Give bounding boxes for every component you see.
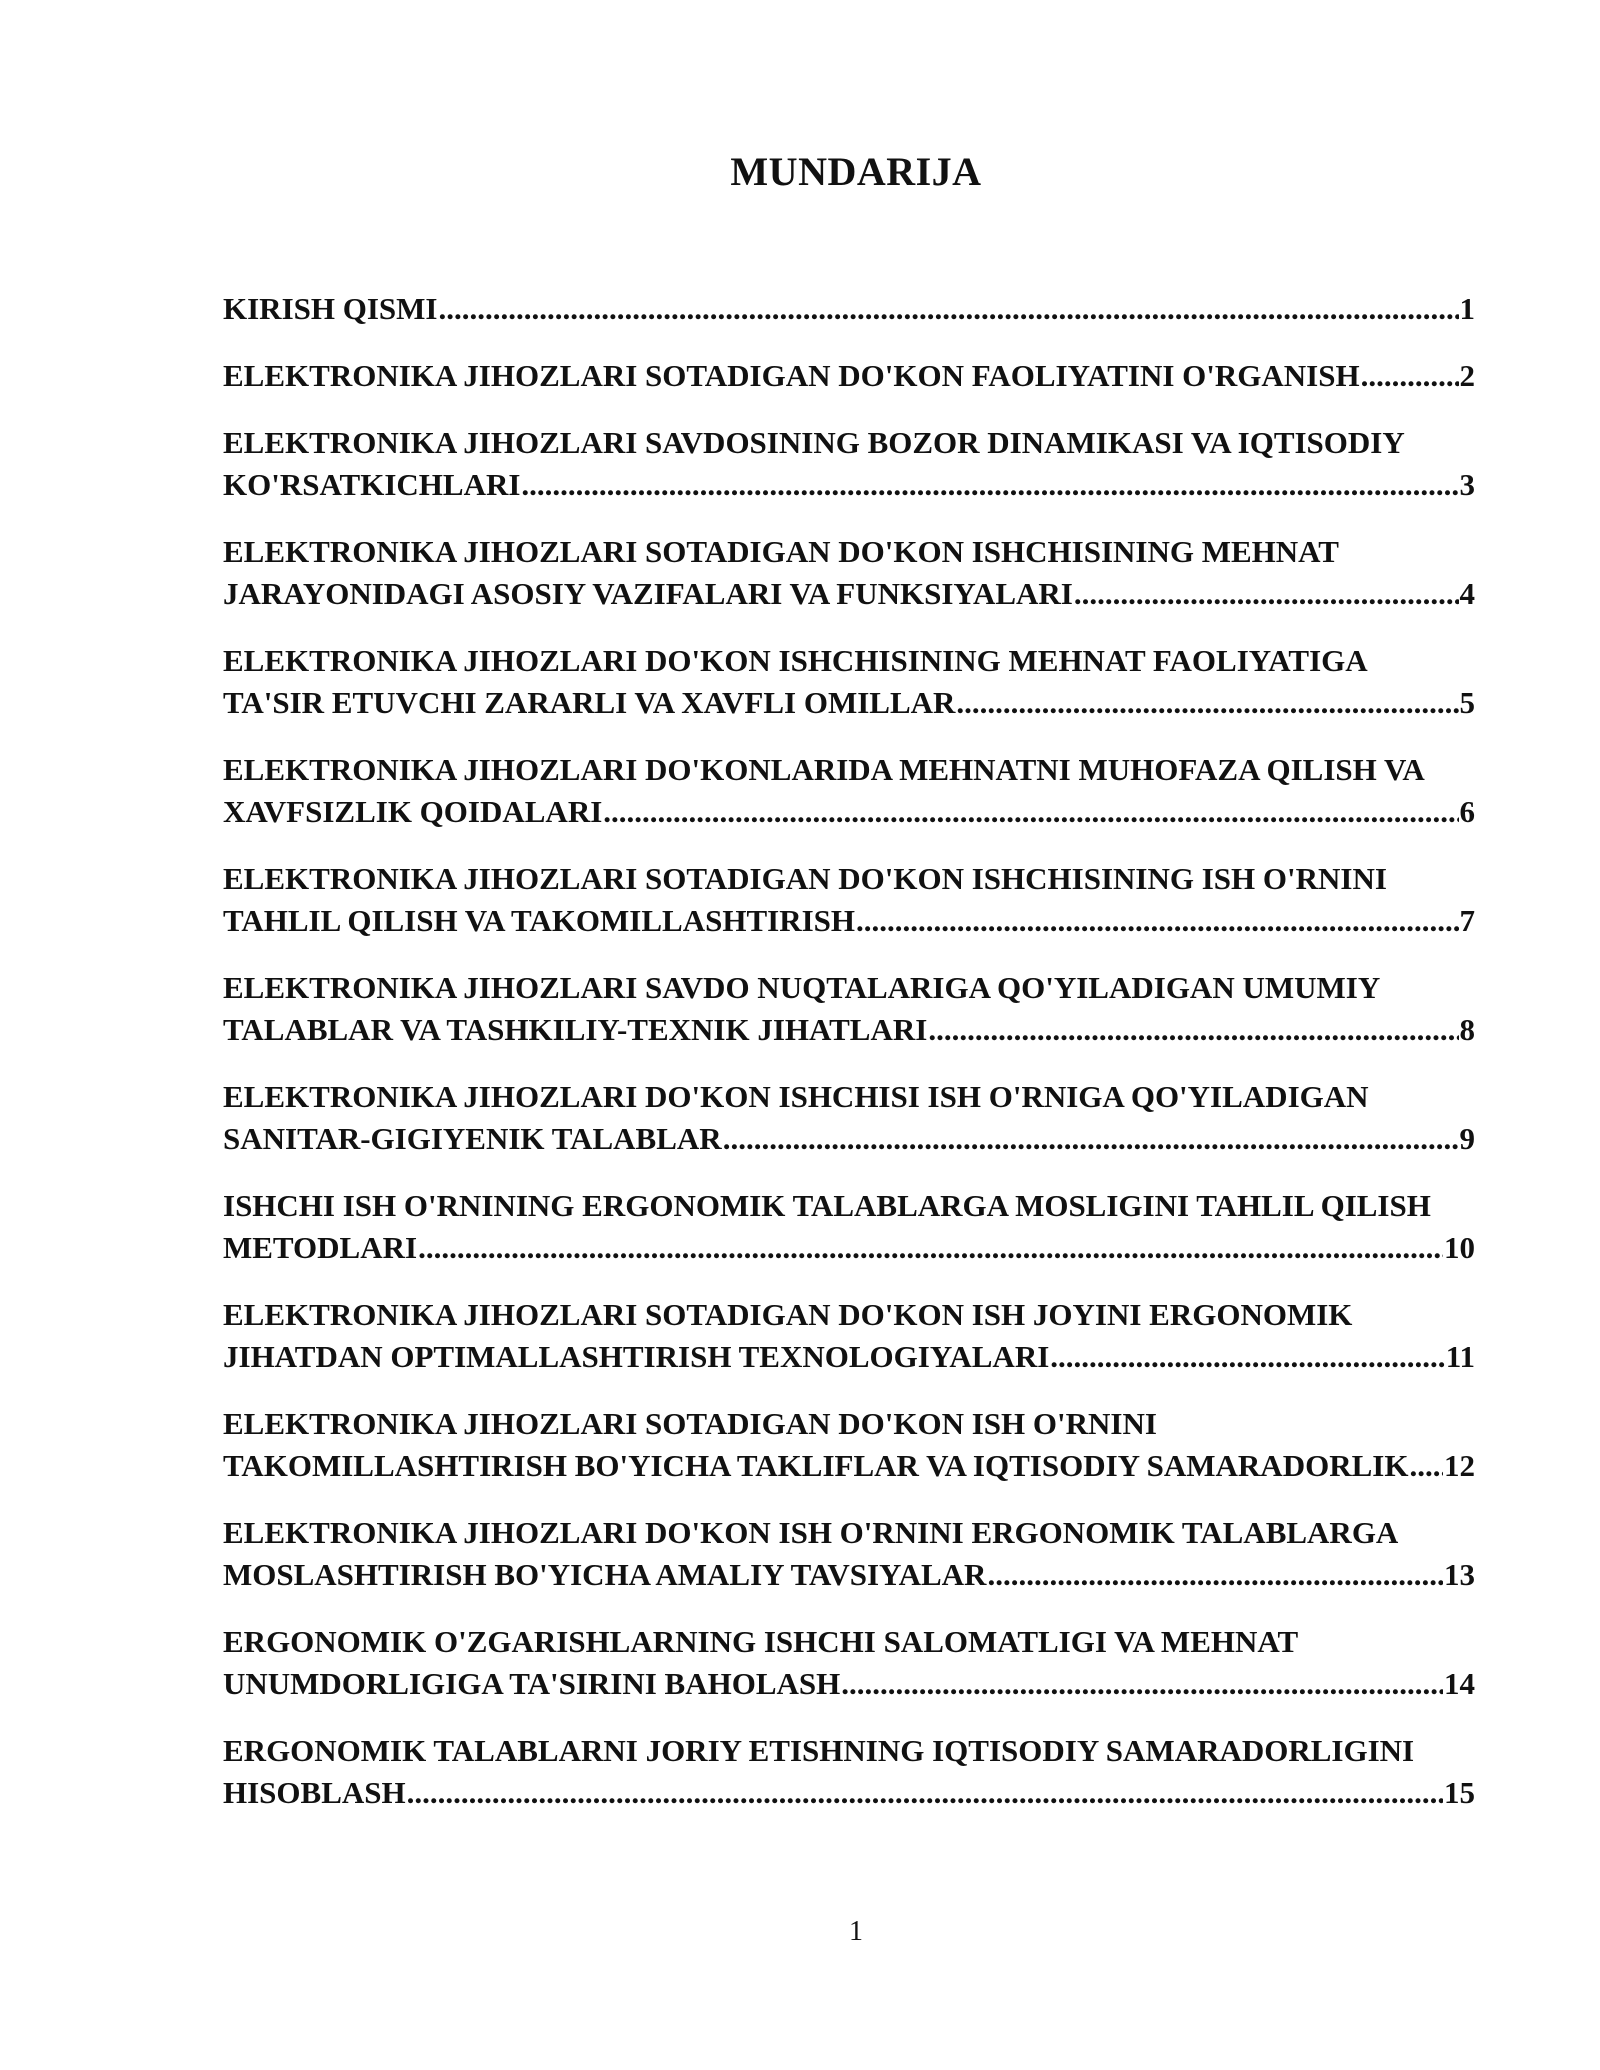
toc-entry-final-line [223,1663,1475,1705]
toc-entry[interactable] [223,422,1475,506]
toc-entry[interactable] [223,858,1475,942]
toc-entry[interactable] [223,967,1475,1051]
toc-entry-title-line: ELEKTRONIKA JIHOZLARI SOTADIGAN DO'KON ISH JOYINI ERGONOMIK [223,1297,1353,1332]
toc-entry[interactable] [223,531,1475,615]
toc-entry-title-line: ELEKTRONIKA JIHOZLARI DO'KON ISHCHISINING MEHNAT FAOLIYATIGA [223,643,1368,678]
toc-entry[interactable] [223,1403,1475,1487]
toc-entry-page-number: 5 [1459,685,1475,720]
toc-entry[interactable] [223,288,1475,330]
toc-entry-title: UNUMDORLIGIGA TA'SIRINI BAHOLASH [223,1666,841,1701]
toc-entry-page-number: 8 [1459,1012,1475,1047]
toc-entry-final-line [223,1554,1475,1596]
toc-entry-page-number: 4 [1459,576,1475,611]
toc-entry-final-line [223,1227,1475,1269]
toc-entry-final-line [223,1445,1475,1487]
toc-entry-title-line: ISHCHI ISH O'RNINING ERGONOMIK TALABLARGA MOSLIGINI TAHLIL QILISH [223,1188,1431,1223]
toc-entry-title: XAVFSIZLIK QOIDALARI [223,794,603,829]
toc-entry-final-line [223,355,1475,397]
toc-entry-title: METODLARI [223,1230,418,1265]
dot-leader [723,1118,1459,1160]
dot-leader [1050,1336,1444,1378]
dot-leader [603,791,1458,833]
dot-leader [956,682,1458,724]
page-number: 1 [849,1916,863,1947]
toc-entry-final-line [223,1009,1475,1051]
toc-entry-title: JARAYONIDAGI ASOSIY VAZIFALARI VA FUNKSIYALARI [223,576,1073,611]
toc-entry-title: SANITAR-GIGIYENIK TALABLAR [223,1121,722,1156]
toc-entry-page-number: 15 [1444,1775,1475,1810]
toc-entry[interactable] [223,640,1475,724]
toc-entry[interactable] [223,1512,1475,1596]
toc-entry-final-line [223,573,1475,615]
toc-entry-final-line [223,288,1475,330]
toc-entry-title-line: ELEKTRONIKA JIHOZLARI DO'KONLARIDA MEHNATNI MUHOFAZA QILISH VA [223,752,1425,787]
dot-leader [521,464,1458,506]
dot-leader [1074,573,1459,615]
toc-entry-title: KO'RSATKICHLARI [223,467,521,502]
toc-entry-title-line: ELEKTRONIKA JIHOZLARI DO'KON ISH O'RNINI ERGONOMIK TALABLARGA [223,1515,1399,1550]
toc-entry-title: ELEKTRONIKA JIHOZLARI SOTADIGAN DO'KON FAOLIYATINI O'RGANISH [223,358,1360,393]
toc-entry-title-line: ELEKTRONIKA JIHOZLARI SOTADIGAN DO'KON ISHCHISINING MEHNAT [223,534,1339,569]
toc-entry-page-number: 12 [1444,1448,1475,1483]
toc-entry-final-line [223,1118,1475,1160]
toc-entry-page-number: 9 [1459,1121,1475,1156]
toc-entry-final-line [223,1772,1475,1814]
toc-entry-page-number: 1 [1459,291,1475,326]
toc-entry-title-line: ELEKTRONIKA JIHOZLARI SOTADIGAN DO'KON ISH O'RNINI [223,1406,1157,1441]
toc-entry[interactable] [223,355,1475,397]
dot-leader [1409,1445,1443,1487]
toc-entry-title: TALABLAR VA TASHKILIY-TEXNIK JIHATLARI [223,1012,928,1047]
toc-entry[interactable] [223,1621,1475,1705]
dot-leader [987,1554,1443,1596]
toc-entry-title: TA'SIR ETUVCHI ZARARLI VA XAVFLI OMILLAR [223,685,956,720]
toc-entry[interactable] [223,749,1475,833]
toc-entry-final-line [223,900,1475,942]
dot-leader [841,1663,1443,1705]
dot-leader [928,1009,1458,1051]
toc-entry-page-number: 2 [1459,358,1475,393]
toc-entry-page-number: 6 [1459,794,1475,829]
toc-entry-title-line: ELEKTRONIKA JIHOZLARI SAVDOSINING BOZOR DINAMIKASI VA IQTISODIY [223,425,1405,460]
toc-entry-final-line [223,1336,1475,1378]
table-of-contents [223,288,1475,1839]
dot-leader [1361,355,1459,397]
toc-entry-title: MOSLASHTIRISH BO'YICHA AMALIY TAVSIYALAR [223,1557,987,1592]
toc-entry-title: JIHATDAN OPTIMALLASHTIRISH TEXNOLOGIYALARI [223,1339,1050,1374]
toc-entry-title-line: ELEKTRONIKA JIHOZLARI SOTADIGAN DO'KON ISHCHISINING ISH O'RNINI [223,861,1387,896]
toc-entry-page-number: 11 [1445,1339,1475,1374]
toc-entry-page-number: 13 [1444,1557,1475,1592]
toc-entry-page-number: 14 [1444,1666,1475,1701]
dot-leader [407,1772,1443,1814]
dot-leader [438,288,1458,330]
toc-entry[interactable] [223,1185,1475,1269]
toc-entry-title-line: ERGONOMIK O'ZGARISHLARNING ISHCHI SALOMATLIGI VA MEHNAT [223,1624,1299,1659]
toc-entry[interactable] [223,1294,1475,1378]
toc-entry-final-line [223,464,1475,506]
toc-entry-page-number: 7 [1459,903,1475,938]
page-title: MUNDARIJA [730,149,982,194]
toc-entry-title-line: ERGONOMIK TALABLARNI JORIY ETISHNING IQTISODIY SAMARADORLIGINI [223,1733,1415,1768]
toc-entry-final-line [223,682,1475,724]
toc-entry[interactable] [223,1076,1475,1160]
toc-entry[interactable] [223,1730,1475,1814]
toc-entry-title: KIRISH QISMI [223,291,438,326]
toc-entry-page-number: 3 [1459,467,1475,502]
dot-leader [856,900,1458,942]
toc-entry-title: TAKOMILLASHTIRISH BO'YICHA TAKLIFLAR VA IQTISODIY SAMARADORLIK [223,1448,1409,1483]
toc-entry-page-number: 10 [1444,1230,1475,1265]
toc-entry-title: HISOBLASH [223,1775,406,1810]
toc-entry-final-line [223,791,1475,833]
toc-entry-title: TAHLIL QILISH VA TAKOMILLASHTIRISH [223,903,856,938]
dot-leader [418,1227,1443,1269]
toc-entry-title-line: ELEKTRONIKA JIHOZLARI DO'KON ISHCHISI ISH O'RNIGA QO'YILADIGAN [223,1079,1369,1114]
toc-entry-title-line: ELEKTRONIKA JIHOZLARI SAVDO NUQTALARIGA QO'YILADIGAN UMUMIY [223,970,1381,1005]
